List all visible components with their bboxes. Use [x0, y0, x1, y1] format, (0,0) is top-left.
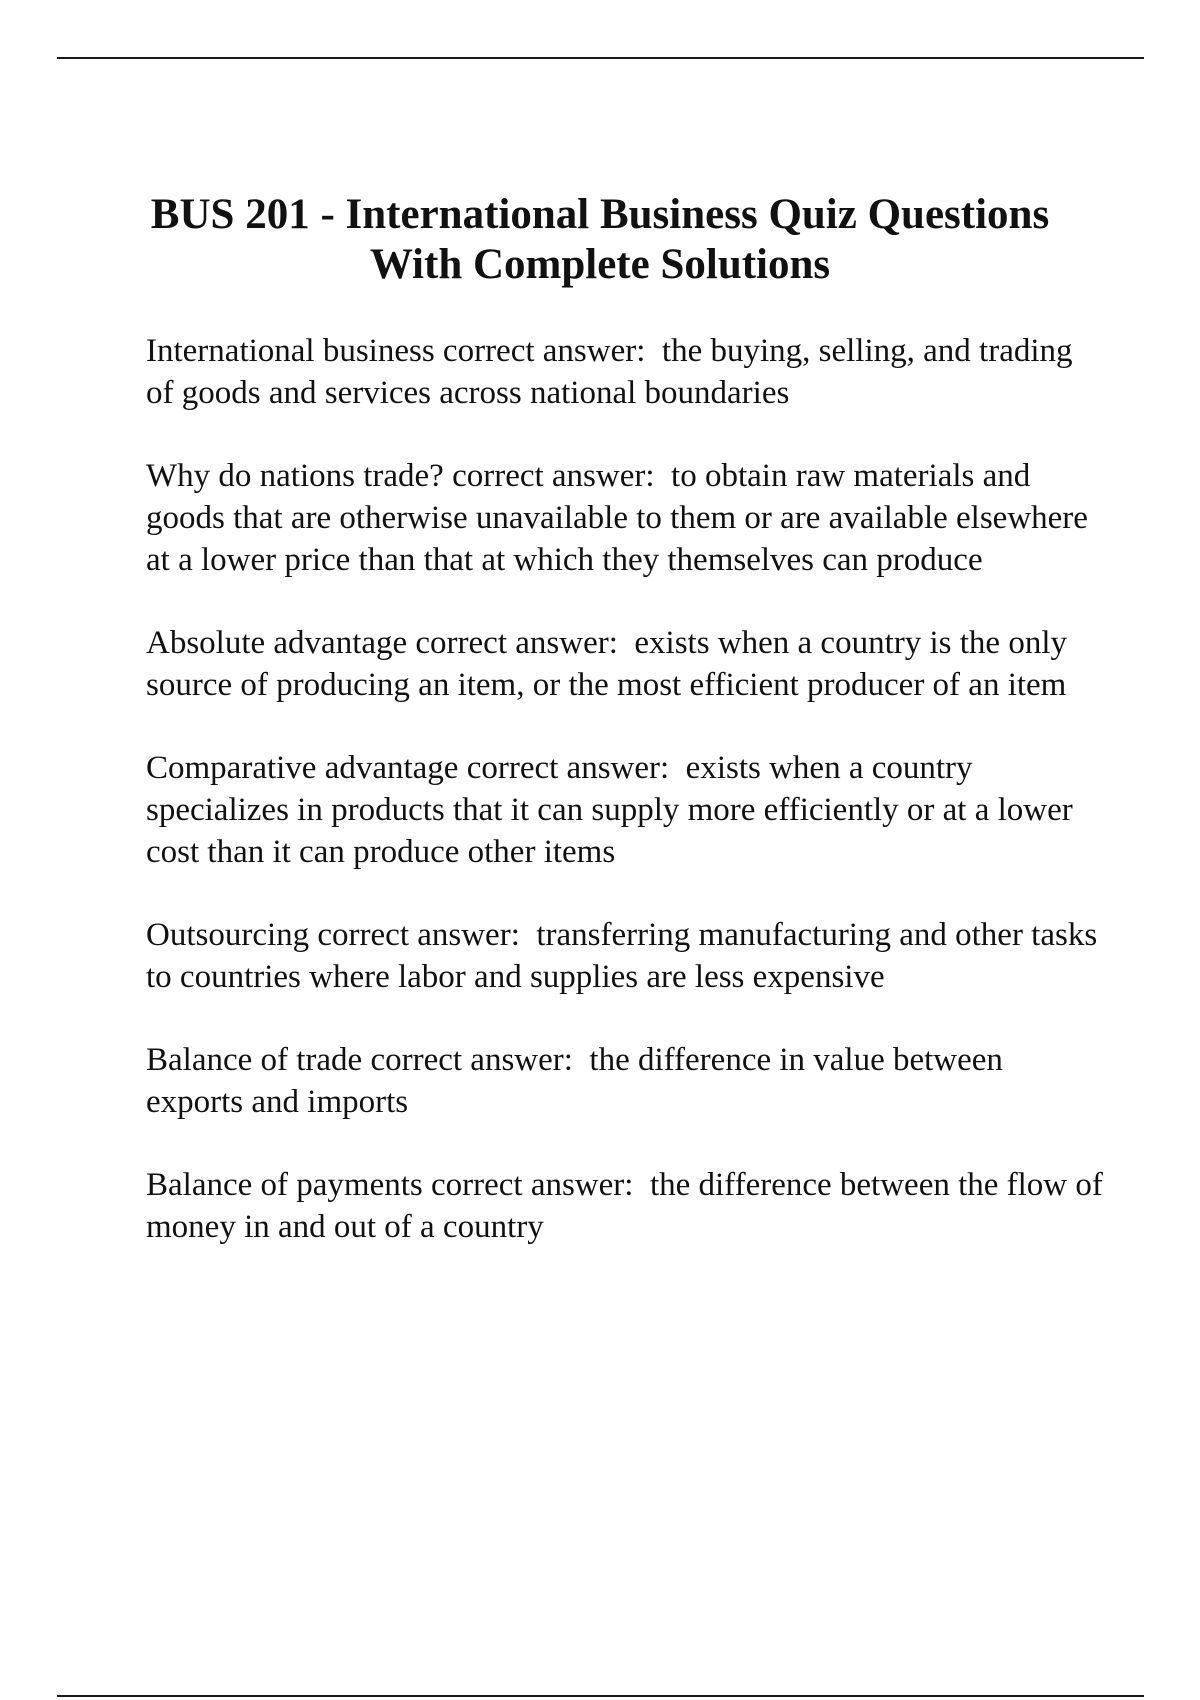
qa-item [146, 747, 1106, 873]
qa-question: International business correct answer: [146, 333, 646, 369]
qa-answer: the buying, selling, and trading of goods and services across national boundaries [146, 333, 1073, 411]
qa-item [146, 330, 1106, 414]
qa-question: Absolute advantage correct answer: [146, 625, 618, 661]
qa-question: Why do nations trade? correct answer: [146, 458, 655, 494]
qa-item [146, 914, 1106, 998]
footer-rule [57, 1695, 1144, 1697]
qa-question: Comparative advantage correct answer: [146, 750, 670, 786]
qa-question: Balance of payments correct answer: [146, 1167, 634, 1203]
qa-item [146, 622, 1106, 706]
qa-answer: the difference between the flow of money in and out of a country [146, 1167, 1103, 1245]
qa-item [146, 1164, 1106, 1248]
qa-answer: exists when a country is the only source of producing an item, or the most efficient producer of an item [146, 625, 1067, 703]
qa-answer: exists when a country specializes in products that it can supply more efficiently or at a lower cost than it can produce other items [146, 750, 1073, 870]
document-title: BUS 201 - International Business Quiz Questions With Complete Solutions [150, 191, 1050, 288]
qa-question: Outsourcing correct answer: [146, 917, 520, 953]
qa-answer: transferring manufacturing and other tasks to countries where labor and supplies are less expensive [146, 917, 1098, 995]
qa-question: Balance of trade correct answer: [146, 1042, 573, 1078]
qa-answer: to obtain raw materials and goods that are otherwise unavailable to them or are available elsewhere at a lower price than that at which they themselves can produce [146, 458, 1088, 578]
qa-answer: the difference in value between exports and imports [146, 1042, 1003, 1120]
qa-item [146, 1039, 1106, 1123]
qa-item [146, 455, 1106, 581]
header-rule [57, 57, 1144, 59]
qa-list [146, 330, 1106, 1289]
